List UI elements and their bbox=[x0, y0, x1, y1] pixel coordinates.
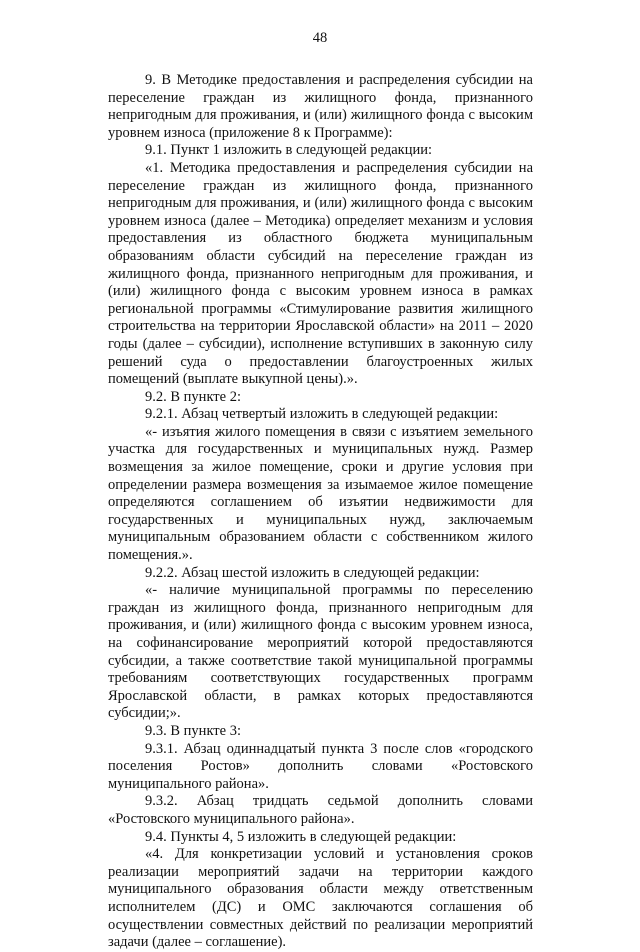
paragraph-9-1-text: «1. Методика предоставления и распределения субсидии на переселение граждан из жилищного фонда, признанного непригодным для проживания, и (или) жилищного фонда с высоким уровнем износа (далее – Методика) определяет механизм и условия предоставления из областного бюджета муниципальным образованиям области субсидий на переселение граждан из жилищного фонда, признанного непригодным для проживания, и (или) жилищного фонда с высоким уровнем износа в рамках региональной программы «Стимулирование развития жилищного строительства на территории Ярославской области» на 2011 – 2020 годы (далее – субсидии), исполнение вступивших в законную силу решений суда о предоставлении благоустроенных жилых помещений (выплате выкупной цены).». bbox=[108, 159, 533, 388]
page-number: 48 bbox=[312, 30, 328, 46]
paragraph-9-2-2-text: «- наличие муниципальной программы по переселению граждан из жилищного фонда, признанного непригодным для проживания, и (или) жилищного фонда с высоким уровнем износа, на софинансирование мероприятий которой предоставляются субсидии, а также соответствие такой муниципальной программы требованиям соответствующих государственных программ Ярославской области, в рамках которых предоставляются субсидии;». bbox=[108, 582, 533, 722]
paragraph-9-2-1: 9.2.1. Абзац четвертый изложить в следующей редакции: bbox=[145, 406, 499, 423]
paragraph-9-3: 9.3. В пункте 3: bbox=[145, 722, 241, 739]
paragraph-9-4-text: «4. Для конкретизации условий и установления сроков реализации мероприятий задачи на территории каждого муниципального образования области между ответственным исполнителем (ДС) и ОМС заключаются соглашения об осуществлении совместных действий по реализации мероприятий задачи (далее – соглашение). bbox=[108, 846, 533, 951]
paragraph-9: 9. В Методике предоставления и распределения субсидии на переселение граждан из жилищного фонда, признанного непригодным для проживания, и (или) жилищного фонда с высоким уровнем износа (приложение 8 к Программе): bbox=[108, 72, 533, 141]
paragraph-9-1: 9.1. Пункт 1 изложить в следующей редакции: bbox=[145, 142, 433, 159]
paragraph-9-2-1-text: «- изъятия жилого помещения в связи с изъятием земельного участка для государственных и муниципальных нужд. Размер возмещения за жилое помещение, сроки и другие условия при определении размера возмещения за изымаемое жилое помещение определяются соглашением об изъятии недвижимости для государственных и муниципальных нужд, заключаемым муниципальным образованием области с собственником жилого помещения.». bbox=[108, 423, 533, 564]
paragraph-9-2: 9.2. В пункте 2: bbox=[145, 388, 241, 405]
paragraph-9-3-1: 9.3.1. Абзац одиннадцатый пункта 3 после слов «городского поселения Ростов» дополнить словами «Ростовского муниципального района». bbox=[108, 740, 533, 792]
paragraph-9-2-2: 9.2.2. Абзац шестой изложить в следующей редакции: bbox=[145, 564, 480, 581]
paragraph-9-3-2: 9.3.2. Абзац тридцать седьмой дополнить словами «Ростовского муниципального района». bbox=[108, 793, 533, 827]
document-body bbox=[108, 72, 533, 952]
paragraph-9-4: 9.4. Пункты 4, 5 изложить в следующей редакции: bbox=[145, 828, 457, 845]
